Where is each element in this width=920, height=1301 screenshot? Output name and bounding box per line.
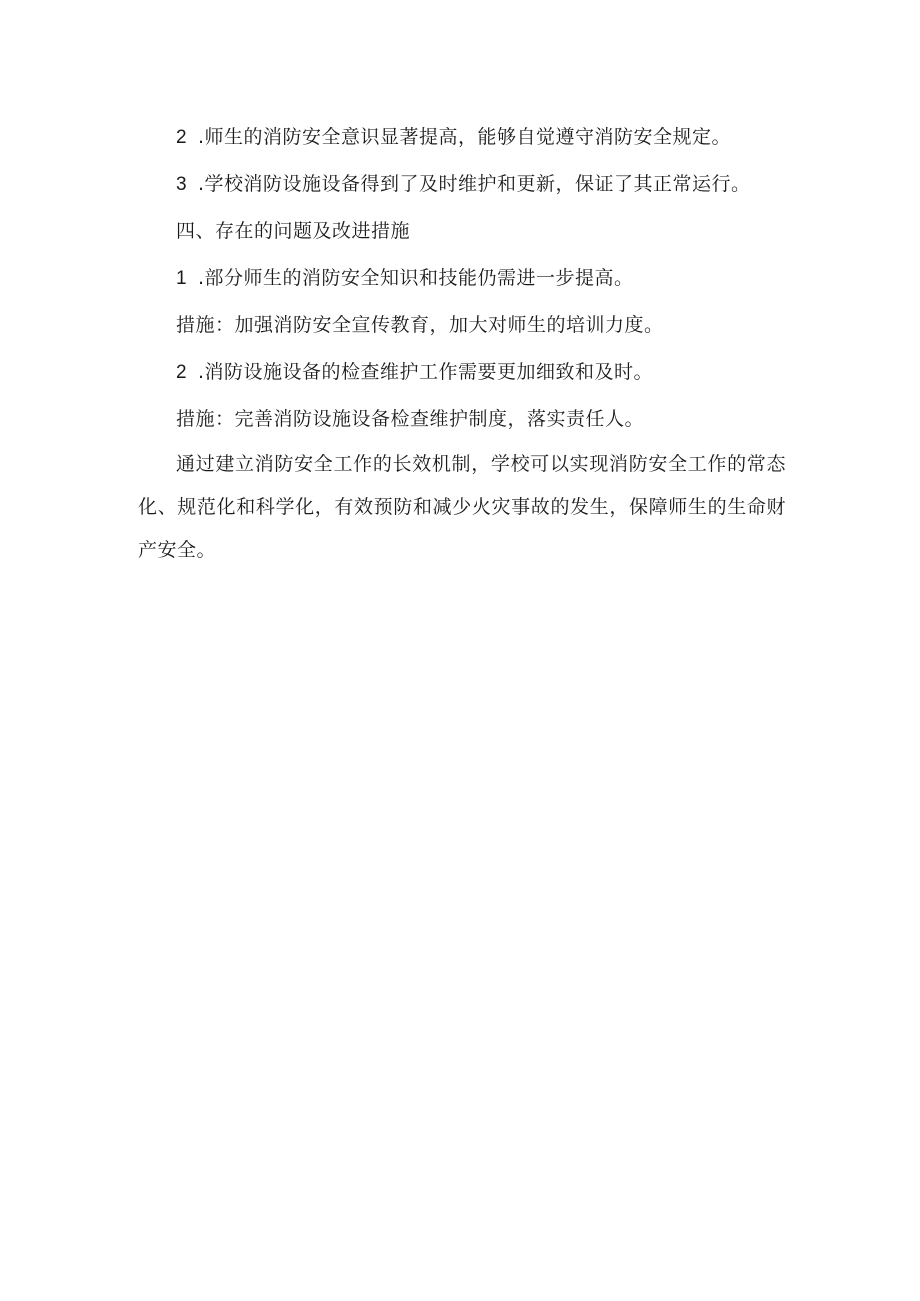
item-number: 3 <box>176 174 188 195</box>
measure-2: 措施：完善消防设施设备检查维护制度，落实责任人。 <box>176 408 645 430</box>
conclusion-paragraph: 通过建立消防安全工作的长效机制，学校可以实现消防安全工作的常态化、规范化和科学化，有效预防和减少火灾事故的发生，保障师生的生命财产安全。 <box>138 453 786 561</box>
problem-item-1 <box>138 255 786 302</box>
item-number: 2 <box>176 127 188 148</box>
item-number: 2 <box>176 362 188 383</box>
item-text: .师生的消防安全意识显著提高，能够自觉遵守消防安全规定。 <box>198 126 732 148</box>
item-number: 1 <box>176 268 188 289</box>
result-item-2 <box>138 114 786 161</box>
item-text: .部分师生的消防安全知识和技能仍需进一步提高。 <box>198 267 634 289</box>
measure-1: 措施：加强消防安全宣传教育，加大对师生的培训力度。 <box>176 314 664 336</box>
item-text: .消防设施设备的检查维护工作需要更加细致和及时。 <box>198 361 654 383</box>
problem-item-2 <box>138 349 786 396</box>
section-heading: 四、存在的问题及改进措施 <box>176 220 411 242</box>
document-body <box>138 114 786 572</box>
result-item-3 <box>138 161 786 208</box>
item-text: .学校消防设施设备得到了及时维护和更新，保证了其正常运行。 <box>198 173 751 195</box>
